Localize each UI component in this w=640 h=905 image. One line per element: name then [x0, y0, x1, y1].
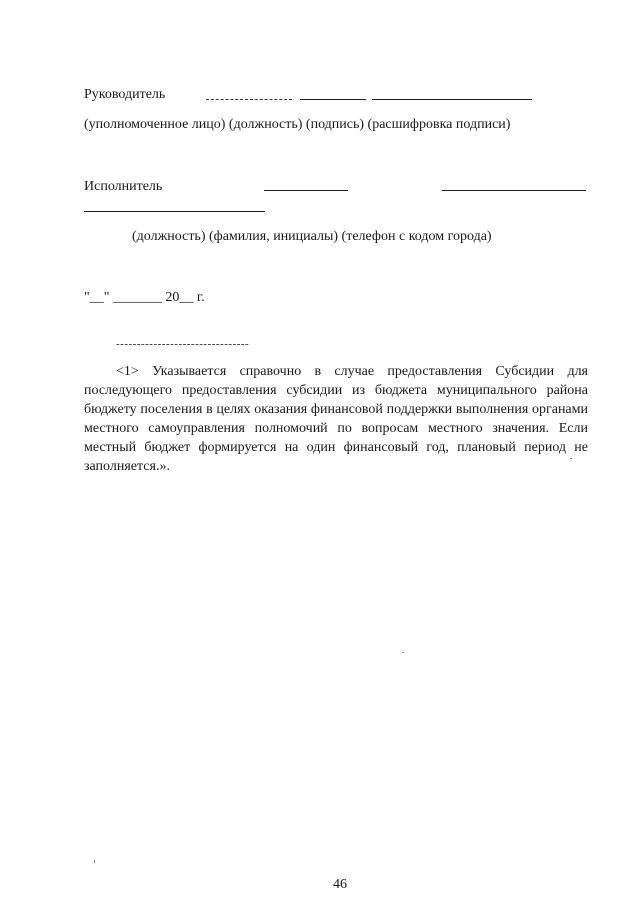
head-signature-line [300, 99, 366, 100]
scan-speck [402, 652, 404, 653]
footnote-paragraph: <1> Указывается справочно в случае предоставления Субсидии для последующего предоставления субсидии из бюджета муниципального района бюджету поселения в целях оказания финансовой поддержки выполнения органами местного самоуправления полномочий по вопросам местного значения. Если местный бюджет формируется на один финансовый год, плановый период не заполняется.». [84, 364, 588, 474]
scan-speck [94, 860, 95, 863]
date-line: "__" _______ 20__ г. [84, 290, 205, 305]
executor-position-line [264, 190, 348, 191]
scan-speck [570, 458, 572, 459]
footnote-separator: -------------------------------- [116, 338, 250, 350]
page-number: 46 [333, 877, 347, 892]
head-label: Руководитель [84, 87, 166, 102]
executor-label: Исполнитель [84, 179, 163, 194]
executor-caption: (должность) (фамилия, инициалы) (телефон с кодом города) [132, 229, 492, 244]
executor-phone-line [84, 211, 265, 212]
head-caption: (уполномоченное лицо) (должность) (подпись) (расшифровка подписи) [84, 117, 511, 132]
footnote-text [84, 362, 588, 476]
head-position-line [206, 99, 292, 100]
head-name-line [372, 99, 532, 100]
executor-name-line [442, 190, 586, 191]
